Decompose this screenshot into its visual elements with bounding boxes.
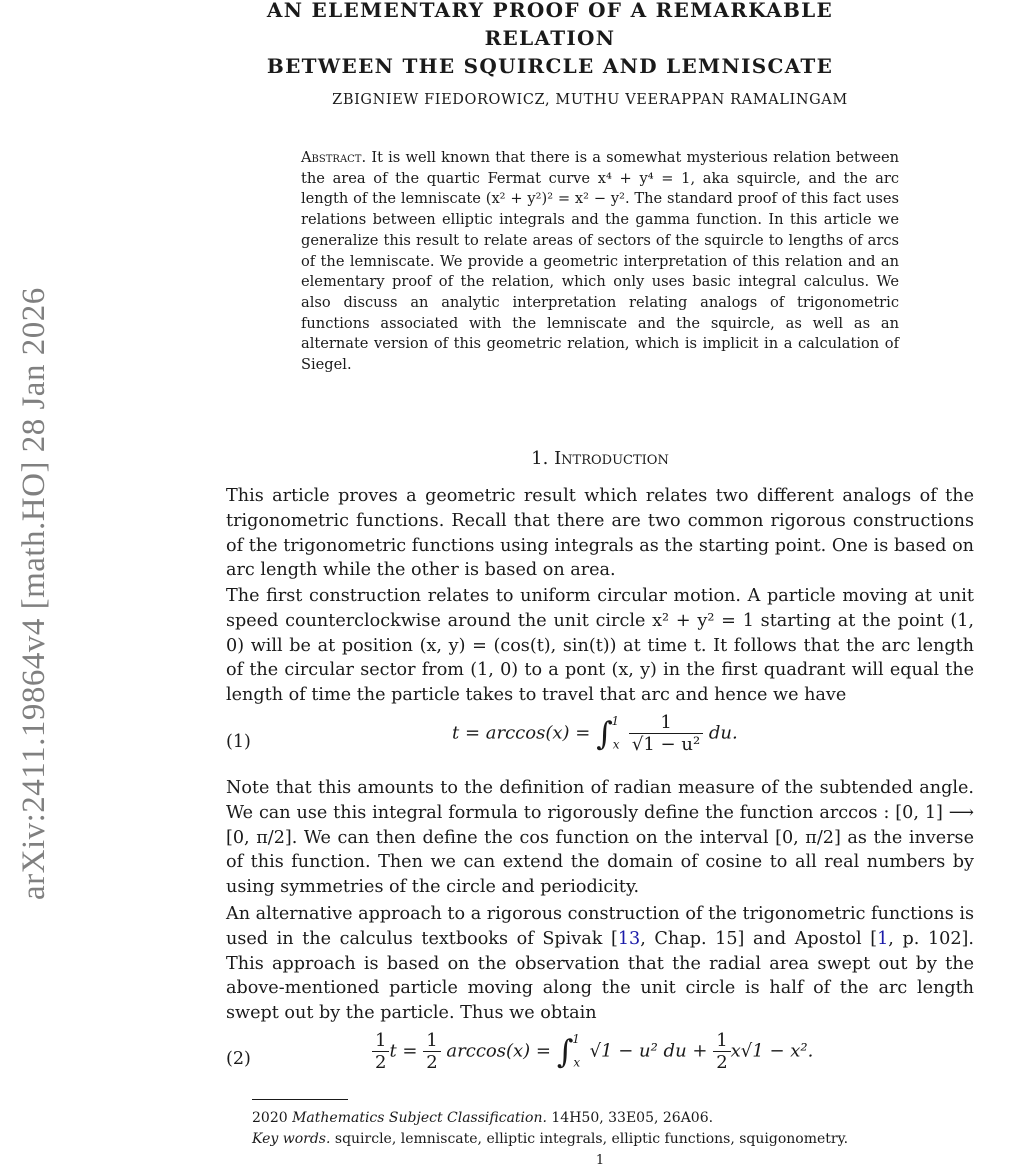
eq2-half-3 xyxy=(713,1030,730,1073)
footnote-rule xyxy=(252,1099,348,1100)
eq2-half-3-den: 2 xyxy=(716,1052,728,1073)
authors: ZBIGNIEW FIEDOROWICZ, MUTHU VEERAPPAN RAMALINGAM xyxy=(332,92,848,108)
eq1-fraction xyxy=(629,712,703,755)
eq2-half-2-den: 2 xyxy=(426,1052,438,1073)
footnote-keywords xyxy=(252,1131,848,1147)
page-number: 1 xyxy=(595,1153,605,1168)
msc-label: Mathematics Subject Classification. xyxy=(292,1110,547,1126)
eq1-differential: du. xyxy=(708,722,738,744)
paragraph-2: The first construction relates to uniform circular motion. A particle moving at unit speed counterclockwise around the unit circle x² + y² = 1 starting at the point (1, 0) will be at position (x, y) = (cos(t), sin(t)) at time t. It follows that the arc length of the circular sector from (1, 0) to a pont (x, y) in the first quadrant will equal the length of time the particle takes to travel that arc and hence we have xyxy=(226,586,974,706)
title-line-1: AN ELEMENTARY PROOF OF A REMARKABLE RELATION xyxy=(266,0,834,50)
msc-year: 2020 xyxy=(252,1110,288,1126)
eq2-half-1-den: 2 xyxy=(375,1052,387,1073)
eq2-lower-limit: x xyxy=(573,1055,581,1070)
citation-1-link[interactable]: 1 xyxy=(877,928,889,949)
paragraph-3: Note that this amounts to the definition of radian measure of the subtended angle. We can use this integral formula to rigorously define the function arccos : [0, 1] ⟶ [0, π/2]. We can then define the cos function on the interval [0, π/2] as the inverse of this function. Then we can extend the domain of cosine to all real numbers by using symmetries of the circle and periodicity. xyxy=(226,778,974,898)
section-heading xyxy=(226,448,974,469)
eq2-half-1 xyxy=(372,1030,389,1073)
keywords-label: Key words. xyxy=(252,1131,331,1147)
paragraph-1: This article proves a geometric result which relates two different analogs of the trigonometric functions. Recall that there are two common rigorous constructions of the trigonometric functions using integrals as the starting point. One is based on arc length while the other is based on area. xyxy=(226,486,974,581)
keywords-text: squircle, lemniscate, elliptic integrals, elliptic functions, squigonometry. xyxy=(334,1131,849,1147)
eq2-arccos: arccos(x) = xyxy=(446,1040,551,1062)
eq2-t: t = xyxy=(389,1040,418,1062)
paper-title xyxy=(200,0,900,80)
eq2-half-2-num: 1 xyxy=(423,1030,440,1052)
paragraph-4 xyxy=(226,902,974,1026)
arxiv-identifier-text: arXiv:2411.19864v4 [math.HO] 28 Jan 2026 xyxy=(16,287,52,900)
abstract xyxy=(301,148,899,376)
eq2-half-2 xyxy=(423,1030,440,1073)
equation-1 xyxy=(452,712,738,755)
abstract-text: It is well known that there is a somewhat mysterious relation between the area of the quartic Fermat curve x⁴ + y⁴ = 1, aka squircle, and the arc length of the lemniscate (x² + y²)² = x² − y². The standard proof of this fact uses relations between elliptic integrals and the gamma function. In this article we generalize this result to relate areas of sectors of the squircle to lengths of arcs of the lemniscate. We provide a geometric interpretation of this relation and an elementary proof of the relation, which only uses basic integral calculus. We also discuss an analytic interpretation relating analogs of trigonometric functions associated with the lemniscate and the squircle, as well as an alternate version of this geometric relation, which is implicit in a calculation of Siegel. xyxy=(301,149,899,374)
eq1-upper-limit: 1 xyxy=(611,713,620,728)
section-number: 1. xyxy=(531,448,549,469)
eq1-lhs: t = arccos(x) = xyxy=(452,722,591,744)
section-title: Introduction xyxy=(554,448,669,469)
eq2-integrand: √1 − u² du + xyxy=(589,1040,708,1062)
equation-1-number: (1) xyxy=(226,732,251,752)
eq1-lower-limit: x xyxy=(612,737,620,752)
eq1-numerator: 1 xyxy=(629,712,703,734)
eq2-upper-limit: 1 xyxy=(572,1031,580,1046)
paragraph-4-part-1: An alternative approach to a rigorous construction of the trigonometric functions is used in the calculus textbooks of Spivak [ xyxy=(226,904,974,949)
eq1-denominator: √1 − u² xyxy=(631,734,701,755)
paragraph-4-part-2: , Chap. 15] and Apostol [ xyxy=(640,928,878,949)
footnote-msc xyxy=(252,1110,713,1126)
eq2-tail: x√1 − x². xyxy=(730,1040,814,1062)
eq2-half-1-num: 1 xyxy=(372,1030,389,1052)
equation-2 xyxy=(372,1030,813,1073)
equation-2-number: (2) xyxy=(226,1049,251,1069)
integral-sign-2: ∫ xyxy=(556,1032,574,1071)
citation-13-link[interactable]: 13 xyxy=(617,928,641,949)
eq2-half-3-num: 1 xyxy=(713,1030,730,1052)
integral-sign: ∫ xyxy=(596,714,613,753)
arxiv-identifier xyxy=(16,120,52,900)
msc-codes: 14H50, 33E05, 26A06. xyxy=(551,1110,714,1126)
abstract-label: Abstract. xyxy=(301,149,367,166)
paragraph-4-part-3: , p. 102]. This approach is based on the observation that the radial area swept out by the above-mentioned particle moving along the unit circle is half of the arc length swept out by the particle. Thus we obtain xyxy=(226,928,974,1024)
title-line-2: BETWEEN THE SQUIRCLE AND LEMNISCATE xyxy=(266,54,834,78)
